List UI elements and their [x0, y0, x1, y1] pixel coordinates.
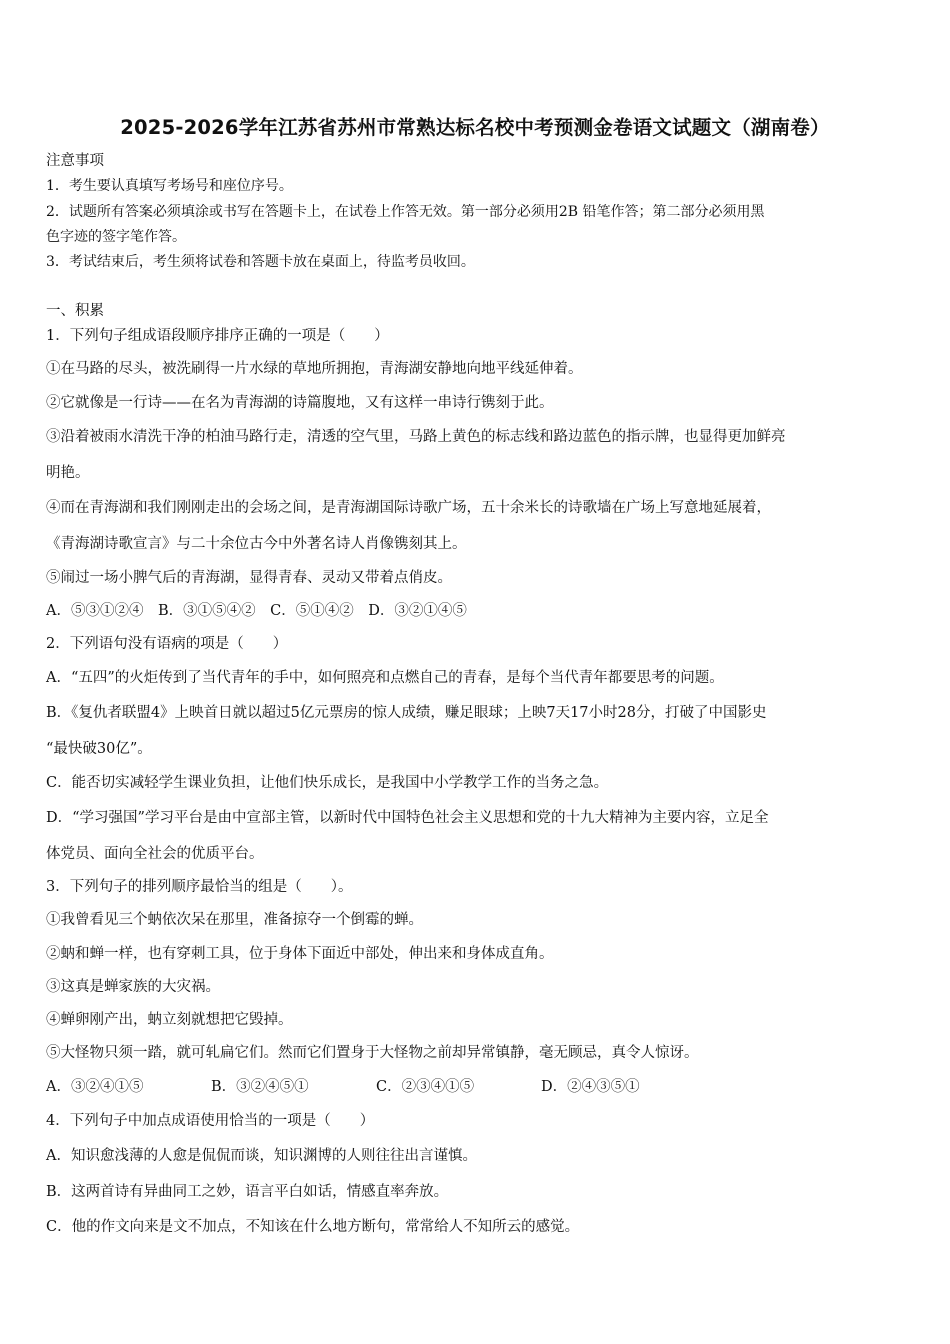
question-stem: 1．下列句子组成语段顺序排序正确的一项是（ ）	[46, 328, 389, 344]
sentence-line: ④而在青海湖和我们刚刚走出的会场之间，是青海湖国际诗歌广场，五十余米长的诗歌墙在广场上写意地延展着，	[46, 500, 771, 516]
answer-option: A．③②④①⑤	[46, 1079, 144, 1095]
answer-option: 体党员、面向全社会的优质平台。	[46, 846, 264, 862]
answer-option: A．“五四”的火炬传到了当代青年的手中，如何照亮和点燃自己的青春，是每个当代青年都要思考的问题。	[46, 670, 724, 686]
answer-option: C．能否切实减轻学生课业负担，让他们快乐成长，是我国中小学教学工作的当务之急。	[46, 775, 609, 791]
answer-option: B．这两首诗有异曲同工之妙，语言平白如话，情感直率奔放。	[46, 1184, 449, 1200]
sentence-line: ③沿着被雨水清洗干净的柏油马路行走，清透的空气里，马路上黄色的标志线和路边蓝色的指示牌，也显得更加鲜亮	[46, 429, 786, 445]
page-title: 2025-2026学年江苏省苏州市常熟达标名校中考预测金卷语文试题文（湖南卷）	[120, 116, 830, 139]
answer-option: “最快破30亿”。	[46, 741, 152, 757]
sentence-line: 明艳。	[46, 465, 90, 481]
notice-item: 1．考生要认真填写考场号和座位序号。	[46, 178, 293, 194]
sentence-line: ②它就像是一行诗——在名为青海湖的诗篇腹地，又有这样一串诗行镌刻于此。	[46, 395, 554, 411]
notice-heading: 注意事项	[46, 153, 104, 169]
answer-option: C．②③④①⑤	[376, 1079, 475, 1095]
notice-item: 色字迹的签字笔作答。	[46, 229, 186, 245]
sentence-line: ③这真是蝉家族的大灾祸。	[46, 979, 220, 995]
answer-options: A．⑤③①②④ B．③①⑤④② C．⑤①④② D．③②①④⑤	[46, 603, 467, 619]
sentence-line: ④蝉卵刚产出，蚋立刻就想把它毁掉。	[46, 1012, 293, 1028]
sentence-line: ⑤闹过一场小脾气后的青海湖，显得青春、灵动又带着点俏皮。	[46, 570, 452, 586]
question-stem: 3．下列句子的排列顺序最恰当的组是（ ）。	[46, 879, 353, 895]
answer-option: C．他的作文向来是文不加点，不知该在什么地方断句，常常给人不知所云的感觉。	[46, 1219, 580, 1235]
sentence-line: ②蚋和蝉一样，也有穿刺工具，位于身体下面近中部处，伸出来和身体成直角。	[46, 946, 554, 962]
answer-option: D．②④③⑤①	[541, 1079, 640, 1095]
notice-item: 3．考试结束后，考生须将试卷和答题卡放在桌面上，待监考员收回。	[46, 254, 475, 270]
sentence-line: ①在马路的尽头，被洗刷得一片水绿的草地所拥抱，青海湖安静地向地平线延伸着。	[46, 361, 583, 377]
question-stem: 2．下列语句没有语病的项是（ ）	[46, 636, 288, 652]
section-heading: 一、积累	[46, 303, 104, 319]
answer-option: B．《复仇者联盟4》上映首日就以超过5亿元票房的惊人成绩，赚足眼球；上映7天17小时28分，打破了中国影史	[46, 705, 767, 721]
notice-item: 2．试题所有答案必须填涂或书写在答题卡上，在试卷上作答无效。第一部分必须用2B 铅笔作答；第二部分必须用黑	[46, 204, 765, 220]
answer-option: A．知识愈浅薄的人愈是侃侃而谈，知识渊博的人则往往出言谨慎。	[46, 1148, 477, 1164]
answer-option: D．“学习强国”学习平台是由中宣部主管，以新时代中国特色社会主义思想和党的十九大精神为主要内容，立足全	[46, 810, 769, 826]
sentence-line: 《青海湖诗歌宣言》与二十余位古今中外著名诗人肖像镌刻其上。	[46, 536, 467, 552]
sentence-line: ①我曾看见三个蚋依次呆在那里，准备掠夺一个倒霉的蝉。	[46, 912, 423, 928]
question-stem: 4．下列句子中加点成语使用恰当的一项是（ ）	[46, 1113, 375, 1129]
sentence-line: ⑤大怪物只须一踏，就可轧扁它们。然而它们置身于大怪物之前却异常镇静，毫无顾忌，真令人惊讶。	[46, 1045, 699, 1061]
answer-option: B．③②④⑤①	[211, 1079, 309, 1095]
